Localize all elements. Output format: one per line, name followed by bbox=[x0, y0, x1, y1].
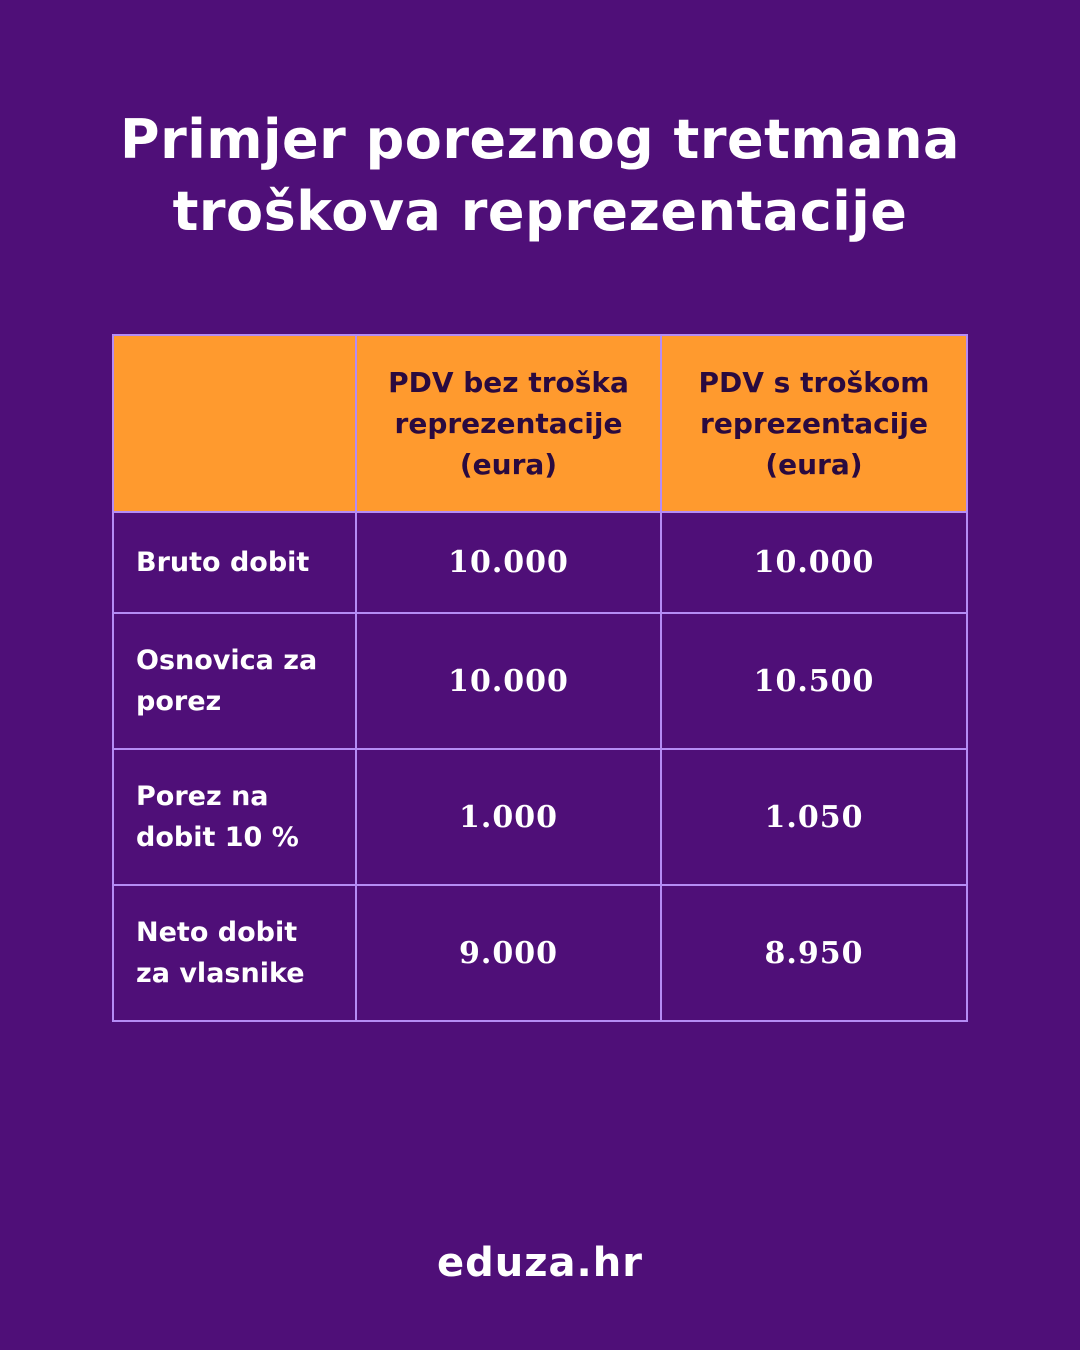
header-col-with-expense bbox=[661, 335, 967, 512]
header-col-a-line-2: reprezentacije bbox=[394, 407, 623, 440]
row-label-line-1: Osnovica za bbox=[136, 645, 318, 676]
row-label bbox=[113, 613, 356, 749]
row-label-line-2: dobit 10 % bbox=[136, 822, 299, 853]
table-header bbox=[113, 335, 967, 512]
header-col-without-expense bbox=[356, 335, 661, 512]
header-row bbox=[113, 335, 967, 512]
table-body bbox=[113, 512, 967, 1021]
page-title-line-1: Primjer poreznog tretmana bbox=[120, 108, 960, 171]
table-row-net-profit bbox=[113, 885, 967, 1021]
value-without-expense: 1.000 bbox=[356, 749, 661, 885]
header-col-a-line-1: PDV bez troška bbox=[388, 366, 629, 399]
row-label-line-2: za vlasnike bbox=[136, 958, 305, 989]
table-row-gross-profit bbox=[113, 512, 967, 613]
row-label bbox=[113, 885, 356, 1021]
page-title bbox=[0, 104, 1080, 248]
footer-site-label: eduza.hr bbox=[437, 1240, 643, 1286]
row-label-line-2: porez bbox=[136, 686, 222, 717]
row-label-line-1: Neto dobit bbox=[136, 917, 298, 948]
row-label-line-1: Porez na bbox=[136, 781, 269, 812]
table-row-tax-base bbox=[113, 613, 967, 749]
value-without-expense: 10.000 bbox=[356, 512, 661, 613]
header-col-b-line-1: PDV s troškom bbox=[698, 366, 930, 399]
header-col-b-line-2: reprezentacije bbox=[700, 407, 928, 440]
row-label bbox=[113, 749, 356, 885]
table-row-profit-tax bbox=[113, 749, 967, 885]
page-title-line-2: troškova reprezentacije bbox=[172, 180, 908, 243]
value-with-expense: 8.950 bbox=[661, 885, 967, 1021]
comparison-table bbox=[112, 334, 968, 1022]
value-with-expense: 1.050 bbox=[661, 749, 967, 885]
row-label-line-1: Bruto dobit bbox=[136, 547, 310, 578]
header-col-b-line-3: (eura) bbox=[765, 448, 863, 481]
value-with-expense: 10.000 bbox=[661, 512, 967, 613]
value-without-expense: 10.000 bbox=[356, 613, 661, 749]
row-label bbox=[113, 512, 356, 613]
header-corner-cell bbox=[113, 335, 356, 512]
value-without-expense: 9.000 bbox=[356, 885, 661, 1021]
value-with-expense: 10.500 bbox=[661, 613, 967, 749]
header-col-a-line-3: (eura) bbox=[459, 448, 558, 481]
